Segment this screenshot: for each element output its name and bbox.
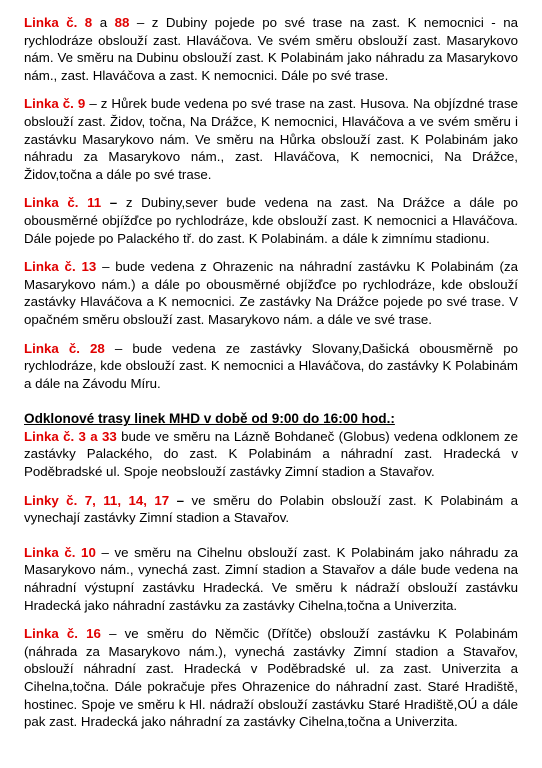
paragraph-text: z Dubiny,sever bude vedena na zast. Na Drážce a dále po obousměrné objížďce po rychlodráze, kde obslouží zast. K nemocnici a Hlaváčova. Dále pojede po Palackého tř. do zast. K Polabinám. a dále k zimnímu stadionu. — [24, 195, 518, 246]
line-label: Linka č. 9 — [24, 96, 86, 112]
line-label: Linky č. 7, 11, 14, 17 — [24, 492, 170, 508]
dash: – — [169, 492, 192, 508]
paragraph-text: – z Hůrek bude vedena po své trase na zast. Husova. Na objízdné trase obslouží zast. Židov, točna, Na Drážce, K nemocnici, Hlaváčova a ve svém směru i zastávku Masarykovo nám. Ve směru na Hůrka obslouží zast. K Polabinám jako náhradu za Masarykovo nám., zast. Hlaváčova, K nemocnici, Na Drážce, Židov,točna a dále po své trase. — [24, 96, 518, 182]
line-label: Linka č. 28 — [24, 340, 105, 356]
line-label: Linka č. 13 — [24, 259, 97, 275]
document-page — [24, 14, 518, 731]
paragraph-text: a — [92, 15, 115, 30]
line-label: Linka č. 8 — [24, 15, 93, 30]
line-label: Linka č. 11 — [24, 195, 102, 211]
paragraph-text: – z Dubiny pojede po své trase na zast. K nemocnici - na rychlodráze obslouží zast. Hlaváčova. Ve svém směru obslouží zast. Masarykovo nám. Ve směru na Dubinu obslouží zast. K Polabinám jako náhradu za Masarykovo nám., zast. Hlaváčova a zast. K nemocnici. Dále po své trase. — [24, 15, 518, 83]
paragraph-text: – ve směru na Cihelnu obslouží zast. K Polabinám jako náhradu za Masarykovo nám., vynechá zast. Zimní stadion a Stavařov a dále bude vedena na náhradní výstupní zastávku Hradecká. Ve směru k nádraží obslouží zastávku Hradecká jako náhradní zastávku za zastávky Cihelna,točna a Univerzita. — [24, 544, 518, 613]
paragraph-text: – bude vedena ze zastávky Slovany,Dašická obousměrně po rychlodráze, kde obslouží zast. K nemocnici a Hlaváčova, do zastávky K Polabinám a dále na Závodu Míru. — [24, 340, 518, 391]
line-label: Linka č. 3 a 33 — [24, 428, 117, 444]
paragraph-linky-7-11-14-17 — [24, 492, 518, 527]
paragraph-linka-16 — [24, 625, 518, 731]
line-label: Linka č. 16 — [24, 626, 101, 642]
paragraph-linka-28 — [24, 340, 518, 393]
paragraph-linka-3-33 — [24, 428, 518, 481]
paragraph-linka-10 — [24, 544, 518, 614]
paragraph-text: – ve směru do Němčic (Dřítče) obslouží zastávku K Polabinám (náhrada za Masarykovo nám.), vynechá zastávky Zimní stadion a Stavařov, obslouží náhradní zast. Hradecká v Poděbradské ul. za zast. Univerzita a Cihelna,točna. Dále pokračuje přes Ohrazenice do náhradní zast. Staré Hradiště, hostinec. Spoje ve směru k Hl. nádraží obslouží zastávku Staré Hradiště,OÚ a dále pak zast. Hradecká jako náhradní za zastávky Cihelna,točna a Univerzita. — [24, 626, 518, 730]
paragraph-linka-11 — [24, 194, 518, 247]
line-label: Linka č. 10 — [24, 544, 96, 560]
paragraph-text: ve směru do Polabin obslouží zast. K Polabinám a vynechají zastávky Zimní stadion a Stavařov. — [24, 492, 519, 526]
section-heading: Odklonové trasy linek MHD v době od 9:00 do 16:00 hod.: — [24, 411, 395, 427]
paragraph-linka-13 — [24, 258, 518, 328]
paragraph-text: bude ve směru na Lázně Bohdaneč (Globus) vedena odklonem ze zastávky Palackého, do zast. K Polabinám a náhradní zast. Hradecká v Poděbradské ul. Spoje neobslouží zastávky Zimní stadion a Stavařov. — [24, 428, 518, 480]
paragraph-text: – bude vedena z Ohrazenic na náhradní zastávku K Polabinám (za Masarykovo nám.) a dále po obousměrné objížďce po rychlodráze, kde obslouží zastávky Hlaváčova a K nemocnici. Ze zastávky Na Drážce pojede po své trase. V opačném směru obslouží zast. Masarykovo nám. a dále ve své trase. — [24, 259, 518, 327]
line-label: 88 — [114, 15, 130, 30]
paragraph-linka-9 — [24, 95, 518, 183]
paragraph-linka-8-88 — [24, 14, 518, 84]
dash: – — [101, 195, 126, 211]
